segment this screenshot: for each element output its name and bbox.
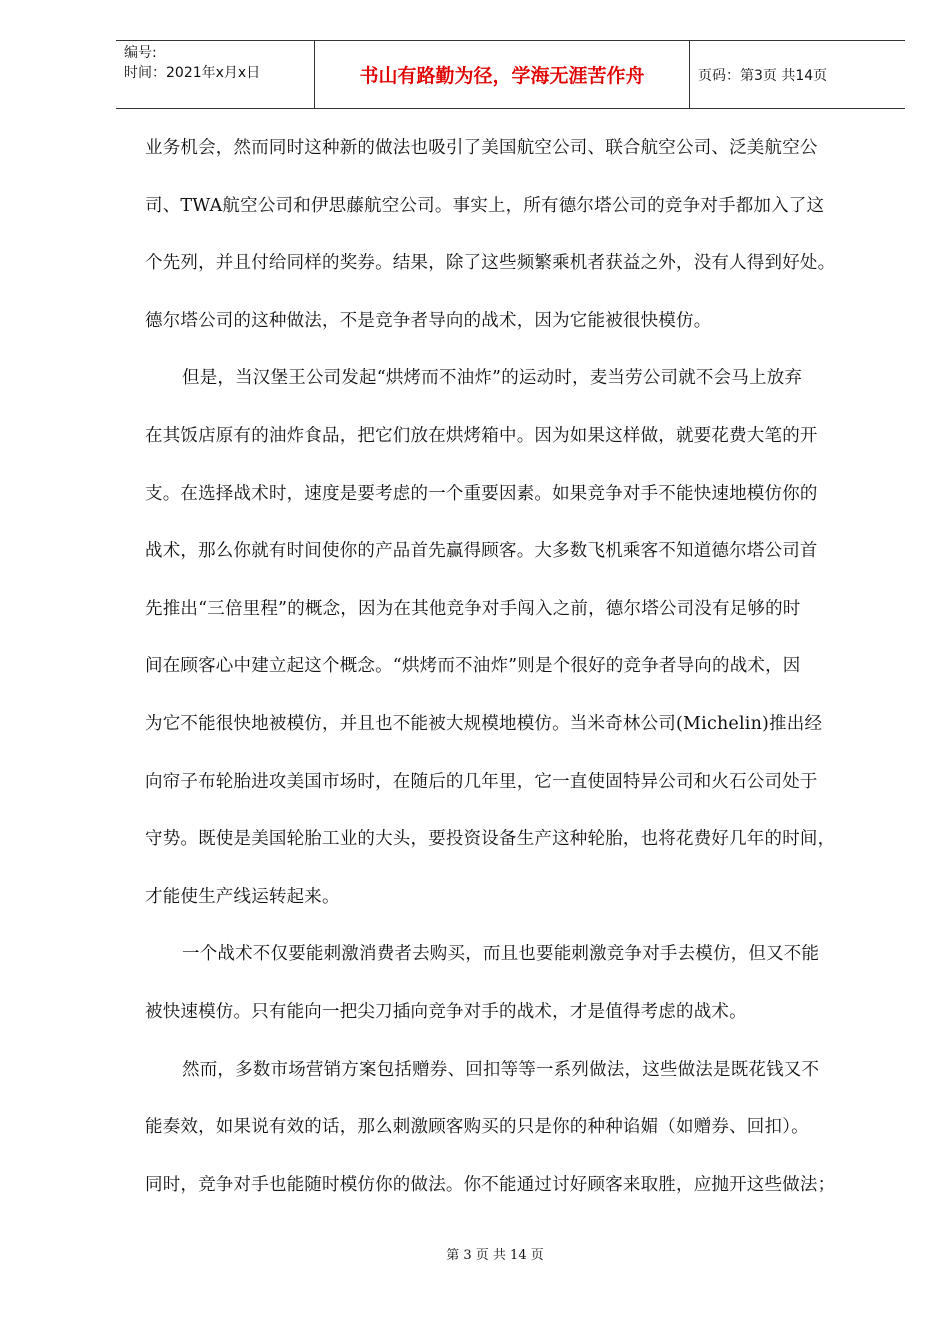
header-meta [116,41,315,108]
header-motto: 书山有路勤为径，学海无涯苦作舟 [315,41,690,108]
text-line: 为它不能很快地被模仿，并且也不能被大规模地模仿。当米奇林公司(Michelin)推出经 [145,713,823,734]
text-line: 支。在选择战术时，速度是要考虑的一个重要因素。如果竞争对手不能快速地模仿你的 [145,483,818,504]
text-line: 向帘子布轮胎进攻美国市场时，在随后的几年里，它一直使固特异公司和火石公司处于 [145,771,818,792]
text-line: 守势。既使是美国轮胎工业的大头，要投资设备生产这种轮胎，也将花费好几年的时间， [145,829,836,850]
header-page-info: 页码：第3页 共14页 [698,67,828,84]
text-line: 在其饭店原有的油炸食品，把它们放在烘烤箱中。因为如果这样做，就要花费大笔的开 [145,425,818,446]
text-line: 个先列，并且付给同样的奖券。结果，除了这些频繁乘机者获益之外，没有人得到好处。 [145,253,836,274]
text-line: 间在顾客心中建立起这个概念。“烘烤而不油炸”则是个很好的竞争者导向的战术，因 [145,656,801,677]
text-line: 先推出“三倍里程”的概念，因为在其他竞争对手闯入之前，德尔塔公司没有足够的时 [145,598,801,619]
text-line: 但是，当汉堡王公司发起“烘烤而不油炸”的运动时，麦当劳公司就不会马上放弃 [182,368,803,389]
text-line: 战术，那么你就有时间使你的产品首先赢得顾客。大多数飞机乘客不知道德尔塔公司首 [145,541,818,562]
document-body [145,133,877,1227]
text-line: 一个战术不仅要能刺激消费者去购买，而且也要能刺激竞争对手去模仿，但又不能 [182,944,820,965]
text-line: 然而，多数市场营销方案包括赠券、回扣等等一系列做法，这些做法是既花钱又不 [182,1059,820,1080]
text-line: 才能使生产线运转起来。 [145,886,340,907]
text-line: 德尔塔公司的这种做法，不是竞争者导向的战术，因为它能被很快模仿。 [145,310,712,331]
time-label: 时间：2021年x月x日 [124,65,261,81]
page-header [116,40,905,109]
page-footer: 第 3 页 共 14 页 [446,1248,544,1263]
text-line: 能奏效，如果说有效的话，那么刺激顾客购买的只是你的种种谄媚（如赠券、回扣）。 [145,1117,809,1138]
text-line: 业务机会，然而同时这种新的做法也吸引了美国航空公司、联合航空公司、泛美航空公 [145,138,818,158]
text-line: 被快速模仿。只有能向一把尖刀插向竞争对手的战术，才是值得考虑的战术。 [145,1001,747,1022]
text-line: 司、TWA航空公司和伊思藤航空公司。事实上，所有德尔塔公司的竞争对手都加入了这 [145,195,825,216]
number-label: 编号: [124,45,157,61]
text-line: 同时，竞争对手也能随时模仿你的做法。你不能通过讨好顾客来取胜，应抛开这些做法； [145,1174,836,1195]
